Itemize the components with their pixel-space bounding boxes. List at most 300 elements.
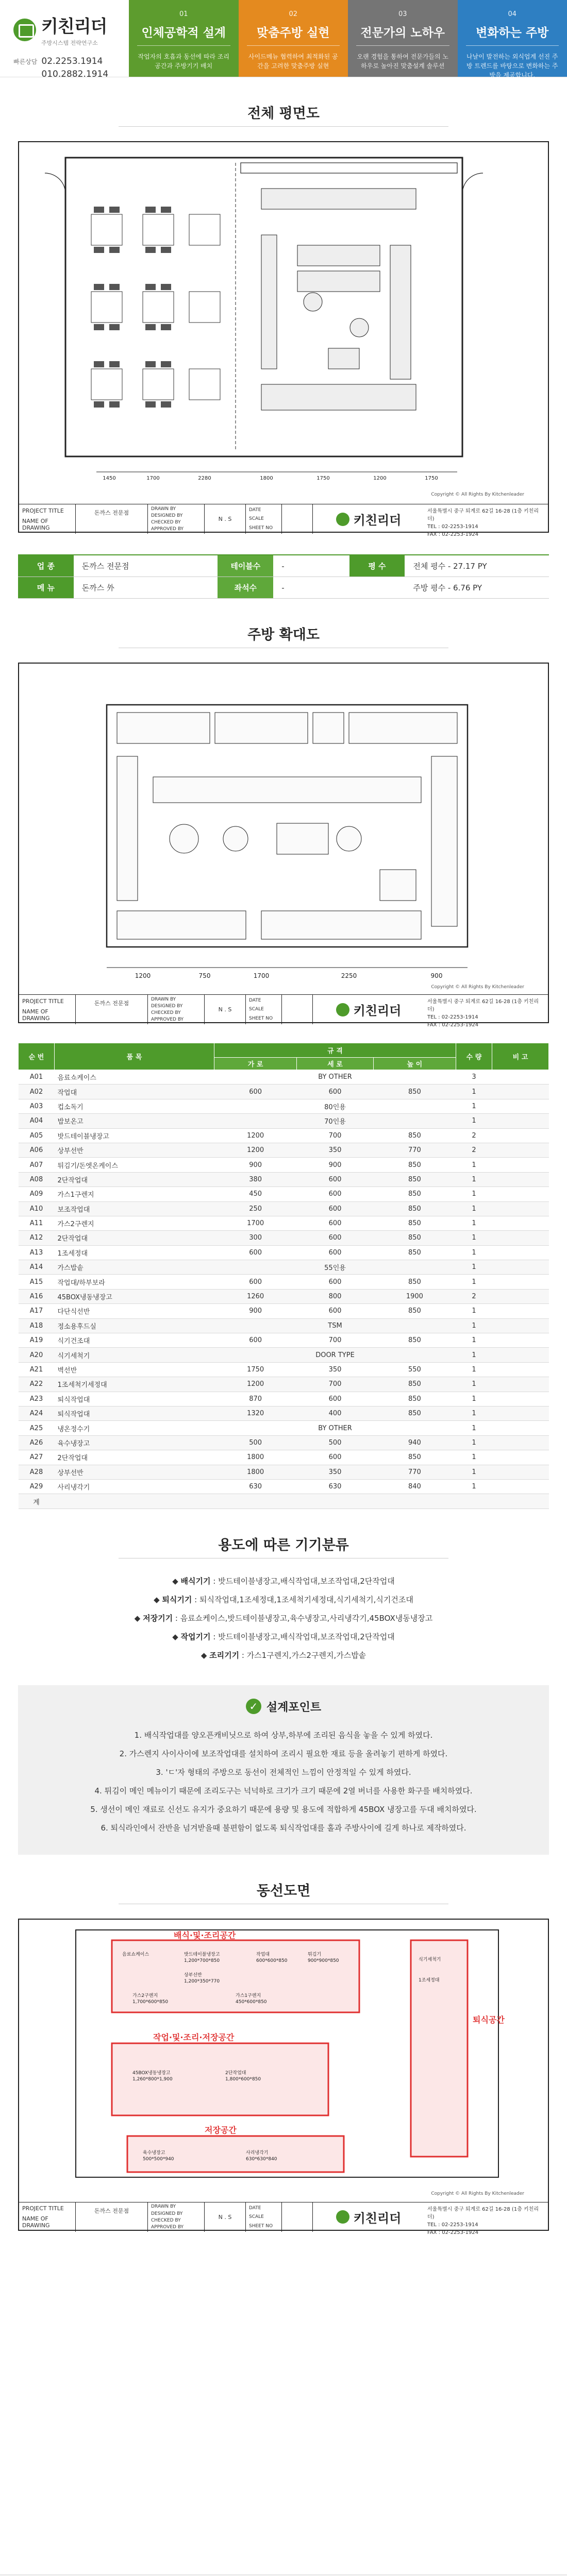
tb-designed-by: DESIGNED BY — [151, 2211, 183, 2216]
eq-cell-note — [492, 1084, 549, 1099]
design-point-item: 6. 퇴식라인에서 잔반을 넘겨받을때 불편함이 없도록 퇴식작업대를 홀과 주방사이에 길게 하나로 제작하였다. — [101, 1823, 466, 1833]
flow-label: 45BOX냉동냉장고 — [132, 2070, 171, 2076]
flow-label: 가스1구렌지 — [236, 1993, 261, 1998]
feature-number: 04 — [508, 10, 517, 18]
eq-cell-d: 600 — [297, 1245, 373, 1260]
eq-cell-no: A16 — [19, 1289, 55, 1303]
feature-desc: 나날이 발전하는 외식업계 선진 주방 트렌드를 바탕으로 변화하는 주방을 제공합니다. — [466, 53, 558, 79]
design-point-item: 1. 배식작업대를 양오픈캐비닛으로 하여 상부,하부에 조리된 음식을 놓을 수 있게 하였다. — [134, 1730, 433, 1740]
eq-header-note: 비 고 — [492, 1043, 549, 1070]
feature-number: 02 — [289, 10, 298, 18]
table-row — [19, 1318, 549, 1333]
zoom-dim-label: 750 — [198, 972, 211, 979]
eq-cell-note — [492, 1128, 549, 1143]
eq-cell-h: 840 — [373, 1479, 456, 1494]
eq-cell-note — [492, 1435, 549, 1450]
eq-cell-name: 밥보온고 — [55, 1114, 214, 1128]
eq-cell-qty: 1 — [456, 1187, 492, 1201]
store-info — [18, 554, 549, 599]
tb-drawn-by: DRAWN BY — [151, 996, 176, 1002]
eq-cell-no: A18 — [19, 1318, 55, 1333]
eq-cell-name: 보조작업대 — [55, 1201, 214, 1216]
eq-cell-note — [492, 1421, 549, 1435]
feature-2 — [239, 0, 348, 77]
info-menu-label: 메 뉴 — [18, 577, 74, 598]
plan-dim-label: 2280 — [198, 476, 211, 481]
eq-cell-name: 1조세정대 — [55, 1245, 214, 1260]
eq-cell-d: 900 — [297, 1158, 373, 1172]
tb-sheet-no: SHEET NO — [249, 1016, 273, 1022]
eq-cell-h: 850 — [373, 1275, 456, 1289]
zoom-dim-label: 1200 — [135, 972, 151, 979]
eq-cell-h: 850 — [373, 1187, 456, 1201]
flow-zone-storage: 저장공간 — [205, 2125, 237, 2135]
eq-cell-note — [492, 1348, 549, 1362]
table-row — [19, 1450, 549, 1465]
eq-cell-w: 450 — [214, 1187, 297, 1201]
flow-label: 1,800*600*850 — [225, 2076, 261, 2082]
eq-cell-no: A26 — [19, 1435, 55, 1450]
eq-cell-qty: 1 — [456, 1216, 492, 1230]
eq-cell-no: A25 — [19, 1421, 55, 1435]
feature-number: 03 — [398, 10, 407, 18]
eq-header-w: 가 로 — [214, 1058, 297, 1070]
eq-cell-h: 850 — [373, 1406, 456, 1420]
eq-cell-name: 2단작업대 — [55, 1231, 214, 1245]
tb-project-label: PROJECT TITLE — [22, 2205, 64, 2212]
brand-logo-icon — [13, 19, 36, 41]
eq-cell-d: 630 — [297, 1479, 373, 1494]
info-area-label: 평 수 — [349, 555, 405, 577]
eq-header-qty: 수 량 — [456, 1043, 492, 1070]
table-row — [19, 1201, 549, 1216]
eq-cell-d: 600 — [297, 1172, 373, 1187]
eq-cell-note — [492, 1099, 549, 1113]
eq-cell-qty: 2 — [456, 1143, 492, 1157]
tb-address: 서울특별시 중구 퇴계로 62길 16-28 (1층 키친리더) TEL : 02-2253-1914 FAX : 02-2253-1924 — [427, 2206, 539, 2235]
table-row — [19, 1348, 549, 1362]
usage-item-text: 음료쇼케이스,밧드테이블냉장고,육수냉장고,사리냉각기,45BOX냉동냉장고 — [180, 1613, 433, 1623]
eq-cell-w — [214, 1494, 297, 1509]
feature-desc: 사이드메뉴 협력하여 최적화된 공간을 고려한 맞춤주방 실현 — [248, 53, 338, 70]
eq-cell-no: A03 — [19, 1099, 55, 1113]
design-point-item: 3. 'ㄷ'자 형태의 주방으로 동선이 전체적인 느낌이 안정적일 수 있게 하였다. — [156, 1767, 411, 1777]
table-row — [19, 1304, 549, 1318]
zoom-dim-label: 900 — [430, 972, 443, 979]
eq-cell-no: A02 — [19, 1084, 55, 1099]
eq-cell-qty: 2 — [456, 1128, 492, 1143]
eq-cell-qty: 1 — [456, 1377, 492, 1392]
eq-cell-name: 튀김기/돈엣온케이스 — [55, 1158, 214, 1172]
table-row — [19, 1158, 549, 1172]
feature-title: 맞춤주방 실현 — [247, 23, 340, 46]
flow-zone-wash: 퇴식공간 — [473, 2014, 505, 2025]
eq-cell-qty: 2 — [456, 1289, 492, 1303]
eq-cell-note — [492, 1494, 549, 1509]
eq-cell-w: 900 — [214, 1158, 297, 1172]
eq-cell-w: 1200 — [214, 1143, 297, 1157]
plan-dim-label: 1750 — [316, 476, 330, 481]
eq-cell-w: 870 — [214, 1392, 297, 1406]
eq-cell-h: 940 — [373, 1435, 456, 1450]
flow-label: 900*900*850 — [308, 1958, 339, 1963]
table-row — [19, 1231, 549, 1245]
eq-cell-name: 작업대/하부보라 — [55, 1275, 214, 1289]
title-block — [19, 2202, 548, 2235]
info-seat-label: 좌석수 — [218, 577, 273, 598]
tb-address: 서울특별시 중구 퇴계로 62길 16-28 (1층 키친리더) TEL : 02-2253-1914 FAX : 02-2253-1924 — [427, 509, 539, 537]
table-row — [19, 1377, 549, 1392]
eq-cell-h: 850 — [373, 1304, 456, 1318]
eq-cell-name — [55, 1494, 214, 1509]
eq-cell-d: 500 — [297, 1435, 373, 1450]
eq-cell-qty: 1 — [456, 1333, 492, 1348]
equipment-table — [18, 1043, 549, 1509]
table-row — [19, 1333, 549, 1348]
tb-scale-value: N . S — [218, 2213, 232, 2221]
eq-cell-name: 벽선반 — [55, 1362, 214, 1377]
eq-cell-h: 850 — [373, 1172, 456, 1187]
eq-cell-w: 600 — [214, 1245, 297, 1260]
brand-logo-icon — [336, 1003, 349, 1016]
usage-item: ◆ 배식기기 : 밧드테이블냉장고,배식작업대,보조작업대,2단작업대 — [172, 1576, 395, 1586]
eq-cell-spec: 80인용 — [214, 1099, 456, 1113]
eq-header-no: 순 번 — [19, 1043, 55, 1070]
eq-cell-no: A24 — [19, 1406, 55, 1420]
eq-cell-note — [492, 1201, 549, 1216]
tb-drawing-label: NAME OF DRAWING — [22, 517, 50, 531]
info-table-value: - — [281, 561, 285, 571]
tb-brand-name: 키친리더 — [353, 1004, 402, 1018]
eq-cell-note — [492, 1333, 549, 1348]
eq-cell-qty — [456, 1494, 492, 1509]
eq-cell-h: 850 — [373, 1128, 456, 1143]
phone-2: 010.2882.1914 — [41, 69, 109, 79]
design-point-item: 2. 가스렌지 사이사이에 보조작업대를 설치하여 조리시 필요한 재료 등을 올려놓기 편하게 하였다. — [119, 1749, 448, 1758]
table-row — [19, 1187, 549, 1201]
eq-cell-qty: 1 — [456, 1275, 492, 1289]
eq-cell-w: 1700 — [214, 1216, 297, 1230]
tb-brand — [313, 2202, 424, 2232]
feature-desc: 오랜 경험을 통하여 전문가들의 노하우로 높아진 맞춤설계 솔루션 — [357, 53, 449, 70]
tb-scale: SCALE — [249, 516, 264, 522]
table-row — [19, 1289, 549, 1303]
tb-approved-by: APPROVED BY — [151, 2225, 184, 2230]
eq-cell-note — [492, 1172, 549, 1187]
eq-cell-qty: 1 — [456, 1465, 492, 1479]
usage-item: ◆ 작업기기 : 밧드테이블냉장고,배식작업대,보조작업대,2단작업대 — [172, 1632, 395, 1641]
eq-header-spec: 규 격 — [214, 1043, 456, 1058]
eq-cell-d: 600 — [297, 1084, 373, 1099]
eq-cell-name: 퇴식작업대 — [55, 1406, 214, 1420]
flow-label: 450*600*850 — [236, 1999, 267, 2005]
plan-dim-label: 1700 — [146, 476, 160, 481]
eq-cell-qty: 1 — [456, 1392, 492, 1406]
eq-cell-h: 850 — [373, 1231, 456, 1245]
flow-label: 상부선반 — [184, 1972, 202, 1978]
eq-cell-name: 1조세척기세정대 — [55, 1377, 214, 1392]
eq-cell-note — [492, 1479, 549, 1494]
floor-plan-svg — [19, 142, 548, 502]
phone-1: 02.2253.1914 — [41, 56, 103, 66]
eq-cell-no: A22 — [19, 1377, 55, 1392]
eq-cell-d: 350 — [297, 1143, 373, 1157]
flow-label: 작업대 — [256, 1952, 270, 1957]
eq-cell-name: 2단작업대 — [55, 1450, 214, 1465]
eq-header-name: 품 목 — [55, 1043, 214, 1070]
section-title-usage: 용도에 따른 기기분류 — [218, 1537, 349, 1553]
eq-cell-w: 380 — [214, 1172, 297, 1187]
section-title-kitchen: 주방 확대도 — [247, 627, 320, 643]
table-row — [19, 1114, 549, 1128]
eq-cell-no: A29 — [19, 1479, 55, 1494]
usage-item-label: 작업기기 — [180, 1632, 211, 1641]
table-row — [19, 1406, 549, 1420]
eq-cell-note — [492, 1275, 549, 1289]
phone-label: 빠른상담 — [13, 58, 38, 65]
tb-checked-by: CHECKED BY — [151, 520, 181, 526]
eq-cell-note — [492, 1362, 549, 1377]
eq-cell-d: 600 — [297, 1201, 373, 1216]
eq-cell-qty: 1 — [456, 1348, 492, 1362]
flow-zone-serve: 배식·및·조리공간 — [174, 1930, 236, 1940]
flow-label: 500*500*940 — [143, 2156, 174, 2162]
eq-cell-h: 770 — [373, 1465, 456, 1479]
table-row — [19, 1172, 549, 1187]
eq-cell-spec: 70인용 — [214, 1114, 456, 1128]
tb-designed-by: DESIGNED BY — [151, 513, 183, 518]
feature-1 — [129, 0, 239, 77]
eq-cell-w: 900 — [214, 1304, 297, 1318]
eq-cell-w: 1320 — [214, 1406, 297, 1420]
brand-logo-icon — [336, 2210, 349, 2224]
eq-cell-no: A04 — [19, 1114, 55, 1128]
eq-cell-name: 상부선반 — [55, 1465, 214, 1479]
design-point-title: 설계포인트 — [266, 1701, 322, 1714]
eq-cell-w: 1750 — [214, 1362, 297, 1377]
tb-sheet-no: SHEET NO — [249, 526, 273, 531]
eq-cell-w: 1260 — [214, 1289, 297, 1303]
flow-label: 사리냉각기 — [246, 2150, 269, 2156]
eq-cell-qty: 1 — [456, 1304, 492, 1318]
eq-cell-w: 300 — [214, 1231, 297, 1245]
equipment-table-body — [19, 1070, 549, 1509]
flow-label: 1조세정대 — [419, 1977, 440, 1983]
eq-cell-no: 계 — [19, 1494, 55, 1509]
eq-cell-no: A01 — [19, 1070, 55, 1084]
eq-cell-d: 600 — [297, 1216, 373, 1230]
eq-cell-qty: 1 — [456, 1231, 492, 1245]
eq-cell-h: 850 — [373, 1392, 456, 1406]
tb-approved-by: APPROVED BY — [151, 1017, 184, 1023]
eq-cell-spec: 55인용 — [214, 1260, 456, 1275]
tb-brand-name: 키친리더 — [353, 2211, 402, 2226]
eq-cell-h: 770 — [373, 1143, 456, 1157]
eq-cell-h: 850 — [373, 1216, 456, 1230]
tb-brand — [313, 504, 424, 534]
eq-cell-d: 600 — [297, 1231, 373, 1245]
section-divider — [119, 126, 448, 127]
flow-label: 1,200*350*770 — [184, 1978, 220, 1984]
tb-project-value: 돈까스 전문점 — [94, 510, 129, 516]
usage-item-label: 퇴식기기 — [162, 1595, 192, 1604]
eq-cell-qty: 1 — [456, 1435, 492, 1450]
brand-logo-icon — [336, 513, 349, 526]
plan-dim-label: 1200 — [373, 476, 387, 481]
eq-cell-qty: 1 — [456, 1099, 492, 1113]
brand-block — [0, 0, 129, 77]
eq-cell-no: A21 — [19, 1362, 55, 1377]
zoom-copyright: Copyright © All Rights By Kitchenleader — [431, 985, 524, 990]
eq-cell-h: 850 — [373, 1333, 456, 1348]
table-row — [19, 1216, 549, 1230]
eq-cell-d: 600 — [297, 1392, 373, 1406]
table-row — [19, 1143, 549, 1157]
eq-cell-d: 700 — [297, 1377, 373, 1392]
eq-cell-name: 다단식선반 — [55, 1304, 214, 1318]
eq-cell-no: A28 — [19, 1465, 55, 1479]
info-area-total: 전체 평수 - 27.17 PY — [413, 562, 487, 571]
flow-label: 1,200*700*850 — [184, 1958, 220, 1963]
eq-cell-note — [492, 1114, 549, 1128]
tb-drawing-label: NAME OF DRAWING — [22, 2215, 50, 2229]
eq-cell-d: 600 — [297, 1450, 373, 1465]
eq-cell-note — [492, 1304, 549, 1318]
eq-cell-note — [492, 1143, 549, 1157]
eq-cell-no: A14 — [19, 1260, 55, 1275]
eq-cell-qty: 1 — [456, 1201, 492, 1216]
design-point-item: 4. 튀김이 메인 메뉴이기 때문에 조리도구는 넉넉하로 크기가 크기 때문에 2열 버너를 사용한 화구를 배치하였다. — [94, 1786, 473, 1795]
eq-cell-name: 상부선반 — [55, 1143, 214, 1157]
flow-label: 1,260*800*1,900 — [132, 2076, 173, 2082]
eq-cell-h: 850 — [373, 1245, 456, 1260]
brand-phone — [13, 55, 115, 81]
eq-cell-note — [492, 1187, 549, 1201]
eq-cell-qty: 1 — [456, 1260, 492, 1275]
usage-item-label: 배식기기 — [180, 1576, 211, 1586]
tb-project-label: PROJECT TITLE — [22, 507, 64, 514]
eq-cell-note — [492, 1245, 549, 1260]
feature-number: 01 — [179, 10, 188, 18]
eq-cell-qty: 1 — [456, 1172, 492, 1187]
usage-item: ◆ 조리기기 : 가스1구렌지,가스2구렌지,가스밥솥 — [201, 1650, 366, 1660]
usage-item-text: 밧드테이블냉장고,배식작업대,보조작업대,2단작업대 — [218, 1576, 395, 1586]
info-menu-value: 돈까스 外 — [81, 583, 115, 592]
flow-label: 식기세척기 — [419, 1957, 441, 1962]
eq-cell-name: 가스1구렌지 — [55, 1187, 214, 1201]
header-banner — [0, 0, 567, 77]
eq-cell-spec: BY OTHER — [214, 1421, 456, 1435]
eq-cell-w: 250 — [214, 1201, 297, 1216]
eq-cell-qty: 1 — [456, 1479, 492, 1494]
eq-cell-note — [492, 1406, 549, 1420]
table-row — [19, 1245, 549, 1260]
eq-cell-no: A19 — [19, 1333, 55, 1348]
eq-cell-name: 밧드테이블냉장고 — [55, 1128, 214, 1143]
eq-cell-name: 가스밥솥 — [55, 1260, 214, 1275]
eq-cell-note — [492, 1231, 549, 1245]
usage-item-label: 조리기기 — [209, 1650, 240, 1660]
eq-cell-no: A10 — [19, 1201, 55, 1216]
eq-cell-d: 400 — [297, 1406, 373, 1420]
eq-cell-name: 육수냉장고 — [55, 1435, 214, 1450]
usage-item-text: 밧드테이블냉장고,배식작업대,보조작업대,2단작업대 — [218, 1632, 395, 1641]
info-table-label: 테이블수 — [218, 555, 273, 577]
plan-dim-label: 1750 — [425, 476, 438, 481]
flow-label: 2단작업대 — [225, 2070, 246, 2076]
eq-cell-no: A27 — [19, 1450, 55, 1465]
flow-drawing — [18, 1919, 549, 2235]
tb-checked-by: CHECKED BY — [151, 1010, 181, 1016]
eq-cell-h: 850 — [373, 1084, 456, 1099]
eq-cell-name: 식기건조대 — [55, 1333, 214, 1348]
title-block — [19, 504, 548, 537]
eq-cell-w: 600 — [214, 1275, 297, 1289]
tb-scale-value: N . S — [218, 516, 232, 522]
eq-cell-name: 정소용후드실 — [55, 1318, 214, 1333]
eq-cell-w: 630 — [214, 1479, 297, 1494]
usage-item-text: 퇴식작업대,1조세정대,1조세척기세정대,식기세척기,식기건조대 — [199, 1595, 413, 1604]
eq-cell-d: 600 — [297, 1275, 373, 1289]
info-type-label: 업 종 — [18, 555, 74, 577]
table-row — [19, 1421, 549, 1435]
eq-cell-name: 식기세척기 — [55, 1348, 214, 1362]
eq-cell-d: 600 — [297, 1304, 373, 1318]
title-block — [19, 994, 548, 1028]
eq-cell-no: A17 — [19, 1304, 55, 1318]
tb-project-value: 돈까스 전문점 — [94, 2207, 129, 2214]
eq-cell-name: 컵소독기 — [55, 1099, 214, 1113]
eq-cell-d: 350 — [297, 1362, 373, 1377]
check-circle-icon: ✓ — [246, 1699, 261, 1714]
flow-label: 가스2구렌지 — [132, 1993, 158, 1998]
usage-item: ◆ 저장기기 : 음료쇼케이스,밧드테이블냉장고,육수냉장고,사리냉각기,45BOX냉동냉장고 — [134, 1613, 433, 1623]
eq-cell-w: 1200 — [214, 1377, 297, 1392]
design-point-list — [34, 1726, 533, 1837]
info-area-kitchen: 주방 평수 - 6.76 PY — [413, 583, 482, 592]
tb-scale: SCALE — [249, 2214, 264, 2220]
tb-date: DATE — [249, 997, 261, 1003]
eq-cell-spec: BY OTHER — [214, 1070, 456, 1084]
eq-cell-no: A06 — [19, 1143, 55, 1157]
eq-cell-spec: DOOR TYPE — [214, 1348, 456, 1362]
flow-label: 1,700*600*850 — [132, 1999, 169, 2005]
eq-cell-note — [492, 1158, 549, 1172]
feature-title: 인체공학적 설계 — [137, 23, 230, 46]
kitchen-drawing — [18, 663, 549, 1028]
kitchen-svg — [19, 664, 548, 992]
info-type-value: 돈까스 전문점 — [81, 562, 129, 571]
eq-cell-w: 600 — [214, 1333, 297, 1348]
eq-header-h: 높 이 — [373, 1058, 456, 1070]
tb-brand-name: 키친리더 — [353, 513, 402, 528]
eq-cell-d: 600 — [297, 1187, 373, 1201]
tb-project-label: PROJECT TITLE — [22, 997, 64, 1005]
tb-approved-by: APPROVED BY — [151, 527, 184, 532]
tb-drawing-label: NAME OF DRAWING — [22, 1008, 50, 1022]
table-row — [19, 1392, 549, 1406]
eq-cell-h: 850 — [373, 1450, 456, 1465]
table-row — [19, 1084, 549, 1099]
eq-cell-qty: 3 — [456, 1070, 492, 1084]
plan-dim-label: 1800 — [260, 476, 273, 481]
eq-cell-name: 45BOX냉동냉장고 — [55, 1289, 214, 1303]
table-row — [19, 1128, 549, 1143]
tb-sheet-no: SHEET NO — [249, 2223, 273, 2229]
eq-cell-d: 700 — [297, 1333, 373, 1348]
eq-cell-name: 2단작업대 — [55, 1172, 214, 1187]
eq-cell-qty: 1 — [456, 1084, 492, 1099]
